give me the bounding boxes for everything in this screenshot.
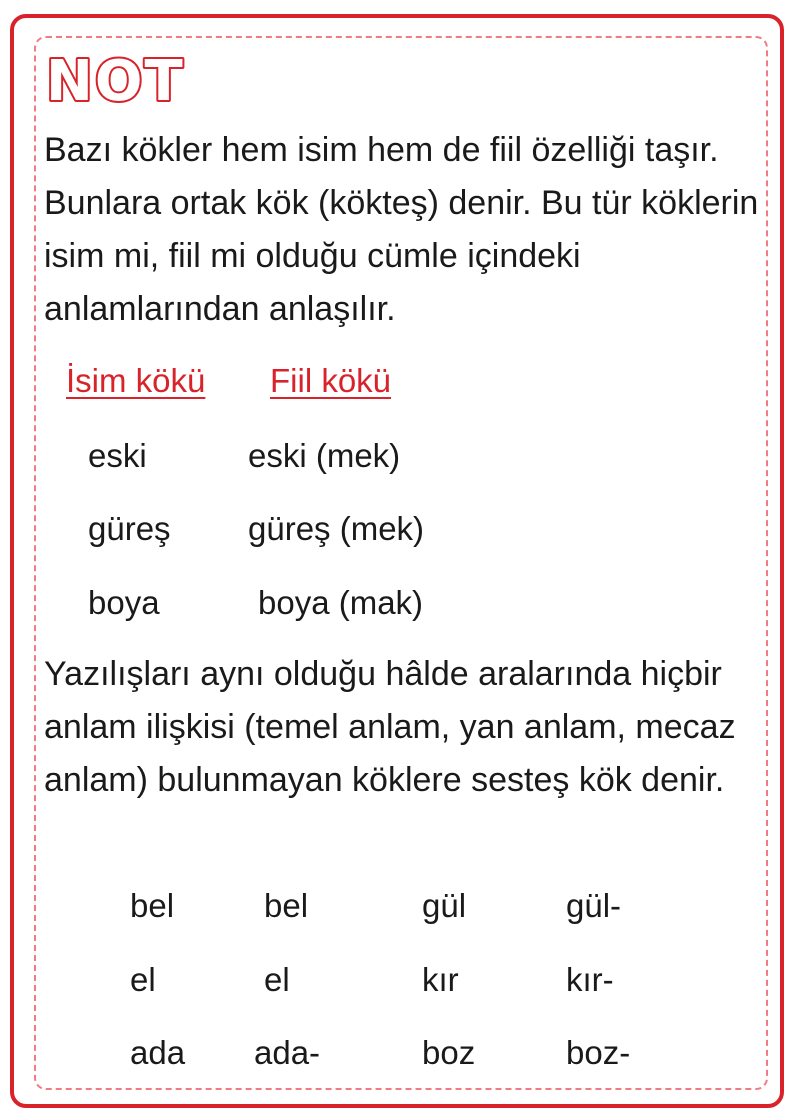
paragraph-common-roots: Bazı kökler hem isim hem de fiil özelliği taşır. Bunlara ortak kök (kökteş) denir. Bu tür köklerin isim mi, fiil mi olduğu cümle içindeki anlamlarından anlaşılır. [44,131,759,328]
common-root-verb: boya (mak) [258,584,424,621]
homonym-root: bel [264,887,309,924]
homonym-root: kır [422,961,459,998]
homonym-root: boz- [566,1034,631,1071]
paragraph-homonym-roots: Yazılışları aynı olduğu hâlde aralarında hiçbir anlam ilişkisi (temel anlam, yan anlam, mecaz anlam) bulunmayan köklere sesteş kök denir. [44,655,736,799]
homonym-root: boz [422,1034,476,1071]
common-root-verb: güreş (mek) [248,510,425,547]
svg-text:NOT: NOT [46,49,185,108]
homonym-root: gül- [566,887,622,924]
homonym-root: ada- [254,1034,321,1071]
homonym-root: bel [130,887,175,924]
common-root-noun: güreş [88,510,171,547]
homonym-root: ada [130,1034,186,1071]
homonym-root: el [130,961,156,998]
note-title [42,48,202,108]
common-root-verb: eski (mek) [248,437,401,474]
common-root-noun: boya [88,584,160,621]
homonym-root: kır- [566,961,614,998]
note-title-logo [42,48,202,108]
header-noun-root: İsim kökü [66,362,206,399]
common-root-noun: eski [88,437,147,474]
homonym-root: el [264,961,290,998]
header-verb-root: Fiil kökü [270,362,392,399]
homonym-root: gül [422,887,467,924]
